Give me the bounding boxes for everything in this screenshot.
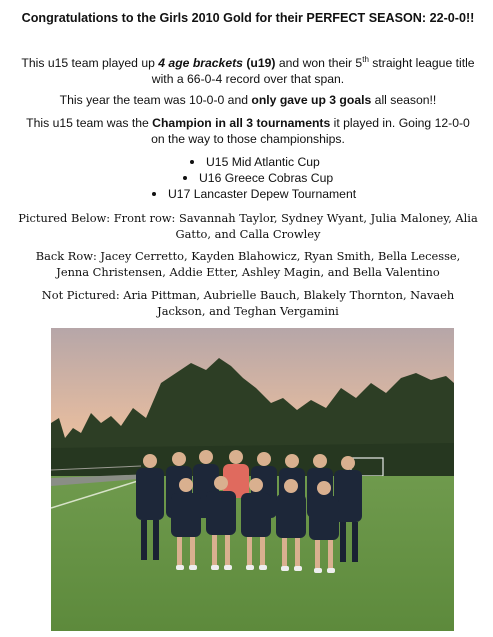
para1-bold: (u19) bbox=[242, 56, 276, 71]
tournament-list bbox=[168, 154, 357, 202]
team-photo bbox=[51, 328, 454, 631]
paragraph-goals bbox=[18, 92, 478, 108]
para3-text: This u15 team was the bbox=[26, 116, 153, 130]
para2-post: all season!! bbox=[371, 93, 437, 107]
para1-text: This u15 team played up bbox=[21, 56, 159, 71]
bullet-icon bbox=[152, 192, 156, 196]
bullet-icon bbox=[190, 160, 194, 164]
para2-text: This year the team was 10-0-0 and bbox=[59, 93, 252, 107]
para1-bold-italic: 4 age brackets bbox=[158, 56, 243, 71]
tournament-name: U15 Mid Atlantic Cup bbox=[206, 155, 320, 169]
not-pictured: Not Pictured: Aria Pittman, Aubrielle Bauch, Blakely Thornton, Navaeh Jackson, and Teghan Vergamini bbox=[41, 288, 455, 318]
para3-bold: Champion in all 3 tournaments bbox=[152, 116, 331, 130]
paragraph-age-brackets bbox=[18, 52, 478, 87]
team-photo-image bbox=[51, 328, 454, 631]
para1-superscript: th bbox=[362, 55, 369, 64]
list-item bbox=[180, 154, 356, 170]
paragraph-tournaments bbox=[18, 115, 478, 147]
para1-mid: and won their 5 bbox=[275, 56, 363, 71]
list-item bbox=[179, 170, 356, 186]
bullet-icon bbox=[183, 176, 187, 180]
tournament-name: U16 Greece Cobras Cup bbox=[199, 171, 334, 185]
tournament-name: U17 Lancaster Depew Tournament bbox=[168, 187, 357, 201]
pictured-back-row: Back Row: Jacey Cerretto, Kayden Blahowicz, Ryan Smith, Bella Lecesse, Jenna Christensen, Addie Etter, Ashley Magin, and Bella Valentino bbox=[35, 249, 461, 279]
para3-post: it played in. Going 12-0-0 on the way to those championships. bbox=[151, 116, 470, 146]
para2-bold: only gave up 3 goals bbox=[251, 93, 372, 107]
page-title: Congratulations to the Girls 2010 Gold for their PERFECT SEASON: 22-0-0!! bbox=[21, 11, 475, 25]
list-item bbox=[148, 186, 356, 202]
pictured-front-row: Pictured Below: Front row: Savannah Taylor, Sydney Wyant, Julia Maloney, Alia Gatto, and Calla Crowley bbox=[18, 211, 478, 241]
para1-post: straight league title with a 66-0-4 record over that span. bbox=[151, 56, 475, 87]
